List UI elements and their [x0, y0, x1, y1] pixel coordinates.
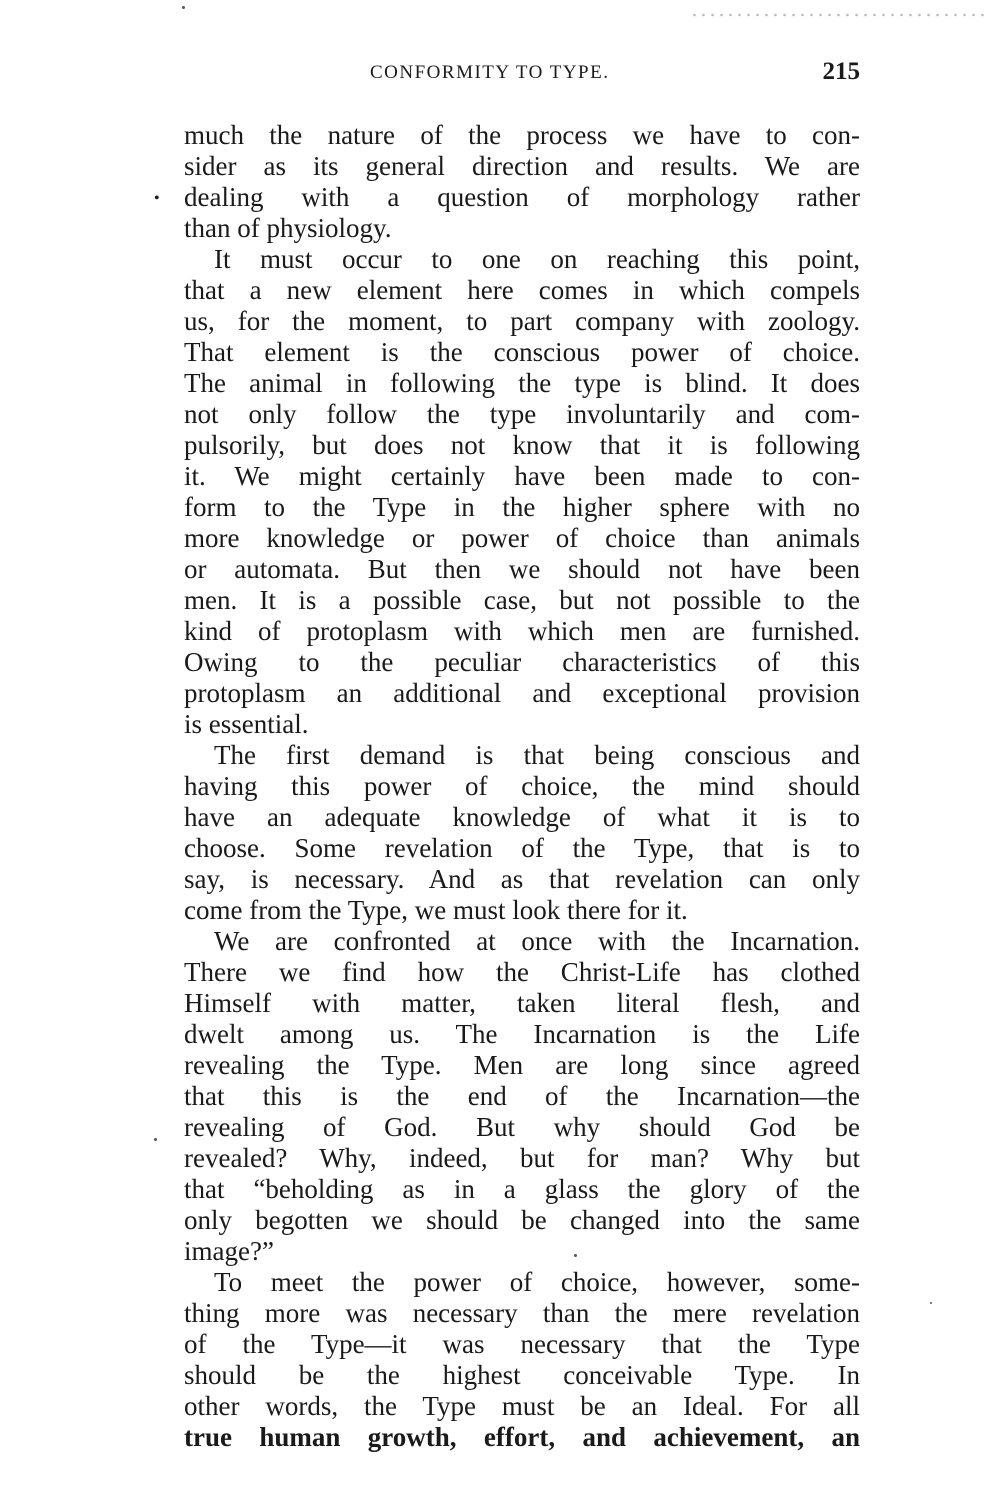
text-line: true human growth, effort, and achievement, an: [184, 1422, 860, 1452]
text-line: say, is necessary. And as that revelation can only: [184, 864, 860, 894]
text-line: sider as its general direction and results. We are: [184, 151, 860, 181]
text-line: it. We might certainly have been made to con-: [184, 461, 860, 491]
text-line: Himself with matter, taken literal flesh, and: [184, 988, 860, 1018]
scan-speck: [574, 1254, 577, 1257]
text-line: than of physiology.: [184, 213, 392, 243]
text-line: thing more was necessary than the mere revelation: [184, 1298, 860, 1328]
scan-speckle: [690, 12, 990, 18]
text-line: other words, the Type must be an Ideal. For all: [184, 1391, 860, 1421]
text-line: not only follow the type involuntarily and com-: [184, 399, 860, 429]
scan-speck: [182, 6, 185, 9]
text-line: or automata. But then we should not have been: [184, 554, 860, 584]
text-line: We are confronted at once with the Incarnation.: [214, 926, 860, 956]
text-line: us, for the moment, to part company with zoology.: [184, 306, 860, 336]
text-line: revealing the Type. Men are long since agreed: [184, 1050, 860, 1080]
text-line: only begotten we should be changed into the same: [184, 1205, 860, 1235]
text-line: choose. Some revelation of the Type, that is to: [184, 833, 860, 863]
text-line: pulsorily, but does not know that it is following: [184, 430, 860, 460]
scan-speck: [154, 1138, 157, 1141]
text-line: There we find how the Christ-Life has clothed: [184, 957, 860, 987]
text-line: form to the Type in the higher sphere with no: [184, 492, 860, 522]
text-line: is essential.: [184, 709, 309, 739]
body-text: [184, 120, 860, 1453]
text-line: That element is the conscious power of choice.: [184, 337, 860, 367]
text-line: dealing with a question of morphology rather: [184, 182, 860, 212]
text-line: having this power of choice, the mind should: [184, 771, 860, 801]
page-header: [184, 60, 860, 94]
text-line: kind of protoplasm with which men are furnished.: [184, 616, 860, 646]
scan-speck: [930, 1302, 932, 1304]
text-line: image?”: [184, 1236, 274, 1266]
text-line: revealed? Why, indeed, but for man? Why but: [184, 1143, 860, 1173]
page-number: 215: [822, 58, 860, 85]
text-line: of the Type—it was necessary that the Type: [184, 1329, 860, 1359]
text-line: The animal in following the type is blind. It does: [184, 368, 860, 398]
margin-mark: •: [154, 190, 160, 207]
running-head: CONFORMITY TO TYPE.: [370, 62, 610, 83]
text-line: should be the highest conceivable Type. In: [184, 1360, 860, 1390]
text-line: that this is the end of the Incarnation—the: [184, 1081, 860, 1111]
text-line: more knowledge or power of choice than animals: [184, 523, 860, 553]
text-line: dwelt among us. The Incarnation is the Life: [184, 1019, 860, 1049]
text-line: that “beholding as in a glass the glory of the: [184, 1174, 860, 1204]
text-line: The first demand is that being conscious and: [214, 740, 860, 770]
text-line: revealing of God. But why should God be: [184, 1112, 860, 1142]
text-line: men. It is a possible case, but not possible to the: [184, 585, 860, 615]
text-line: It must occur to one on reaching this point,: [214, 244, 860, 274]
text-line: To meet the power of choice, however, some-: [214, 1267, 860, 1297]
text-line: Owing to the peculiar characteristics of this: [184, 647, 860, 677]
text-line: come from the Type, we must look there for it.: [184, 895, 688, 925]
text-line: that a new element here comes in which compels: [184, 275, 860, 305]
text-line: have an adequate knowledge of what it is to: [184, 802, 860, 832]
text-line: much the nature of the process we have to con-: [184, 120, 860, 150]
text-line: protoplasm an additional and exceptional provision: [184, 678, 860, 708]
